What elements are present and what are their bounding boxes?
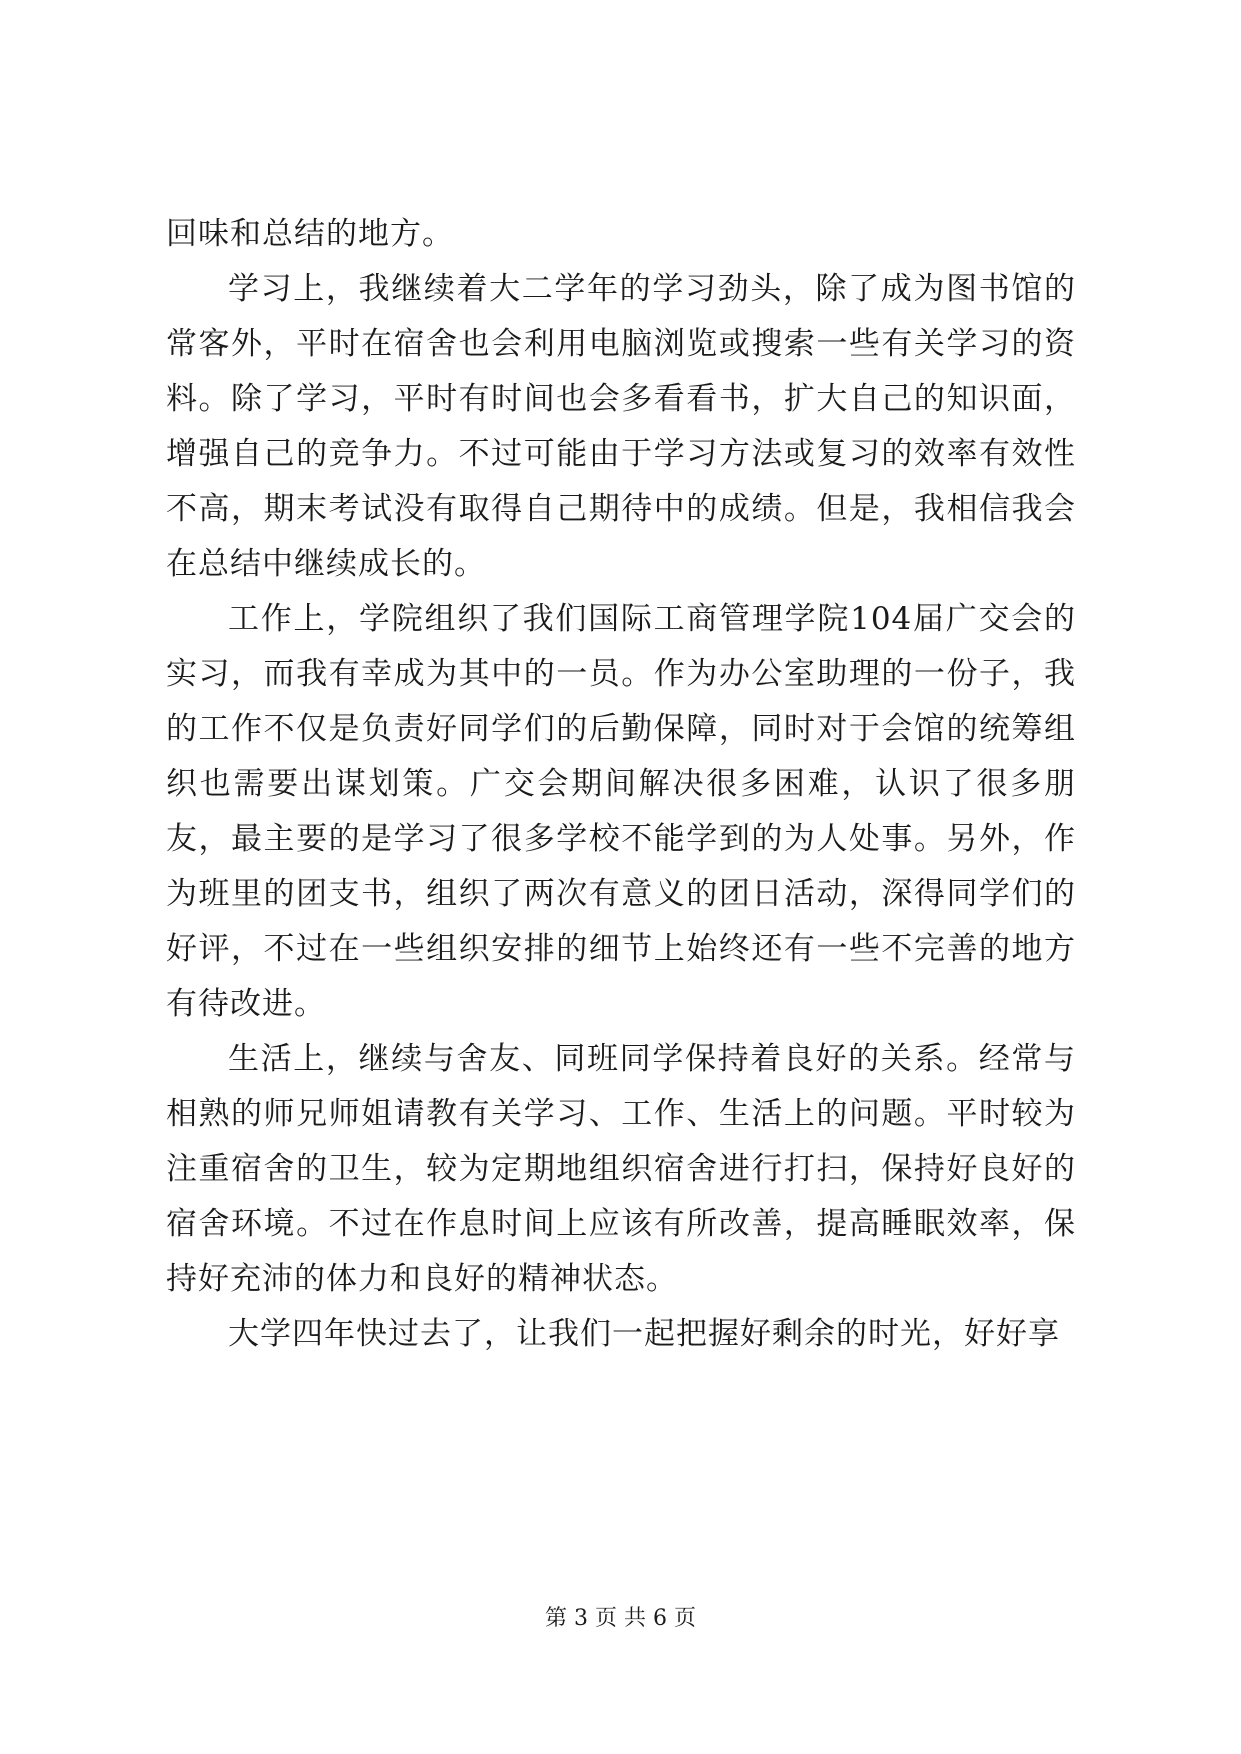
page-number-footer: 第 3 页 共 6 页 [545, 1606, 696, 1631]
paragraph-work: 工作上，学院组织了我们国际工商管理学院104届广交会的实习，而我有幸成为其中的一员。作为办公室助理的一份子，我的工作不仅是负责好同学们的后勤保障，同时对于会馆的统筹组织也需要出谋划策。广交会期间解决很多困难，认识了很多朋友，最主要的是学习了很多学校不能学到的为人处事。另外，作为班里的团支书，组织了两次有意义的团日活动，深得同学们的好评，不过在一些组织安排的细节上始终还有一些不完善的地方有待改进。 [166, 601, 1076, 1022]
paragraph-study: 学习上，我继续着大二学年的学习劲头，除了成为图书馆的常客外，平时在宿舍也会利用电脑浏览或搜索一些有关学习的资料。除了学习，平时有时间也会多看看书，扩大自己的知识面，增强自己的竞争力。不过可能由于学习方法或复习的效率有效性不高，期末考试没有取得自己期待中的成绩。但是，我相信我会在总结中继续成长的。 [166, 271, 1076, 582]
paragraph-life: 生活上，继续与舍友、同班同学保持着良好的关系。经常与相熟的师兄师姐请教有关学习、工作、生活上的问题。平时较为注重宿舍的卫生，较为定期地组织宿舍进行打扫，保持好良好的宿舍环境。不过在作息时间上应该有所改善，提高睡眠效率，保持好充沛的体力和良好的精神状态。 [166, 1041, 1076, 1297]
paragraph-continuation: 回味和总结的地方。 [166, 216, 454, 252]
paragraph-closing: 大学四年快过去了，让我们一起把握好剩余的时光，好好享 [228, 1316, 1060, 1352]
document-body [166, 207, 1076, 1362]
